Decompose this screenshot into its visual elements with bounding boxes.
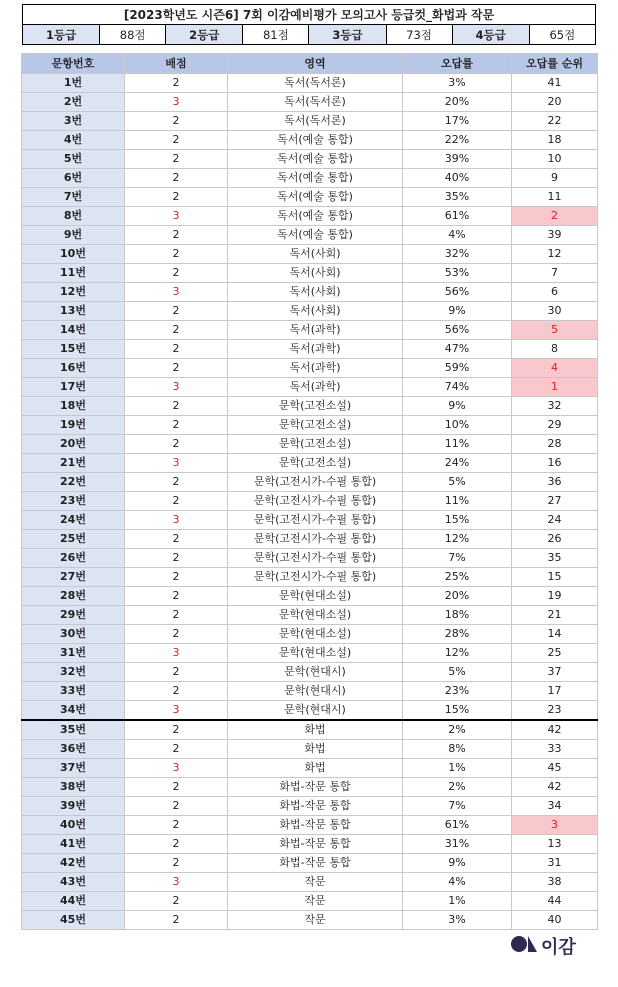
- points-cell: 2: [125, 606, 228, 625]
- error-rank-cell: 40: [512, 911, 598, 930]
- error-rate-cell: 35%: [403, 188, 512, 207]
- error-rank-cell: 39: [512, 226, 598, 245]
- points-cell: 2: [125, 435, 228, 454]
- table-row: [22, 911, 598, 930]
- area-cell: 문학(고전시가-수필 통합): [228, 511, 403, 530]
- error-rank-cell: 12: [512, 245, 598, 264]
- error-rank-cell: 42: [512, 778, 598, 797]
- area-cell: 화법: [228, 720, 403, 740]
- table-row: [22, 701, 598, 721]
- area-cell: 문학(고전시가-수필 통합): [228, 549, 403, 568]
- points-cell: 2: [125, 112, 228, 131]
- error-rate-cell: 56%: [403, 283, 512, 302]
- error-rate-cell: 1%: [403, 892, 512, 911]
- question-number-cell: 7번: [22, 188, 125, 207]
- points-cell: 2: [125, 854, 228, 873]
- error-rate-cell: 28%: [403, 625, 512, 644]
- points-cell: 3: [125, 701, 228, 721]
- table-row: [22, 644, 598, 663]
- question-number-cell: 4번: [22, 131, 125, 150]
- table-row: [22, 150, 598, 169]
- error-rate-cell: 9%: [403, 302, 512, 321]
- error-rank-cell: 8: [512, 340, 598, 359]
- error-rate-cell: 61%: [403, 207, 512, 226]
- table-row: [22, 454, 598, 473]
- error-rate-cell: 12%: [403, 644, 512, 663]
- question-number-cell: 11번: [22, 264, 125, 283]
- area-cell: 화법-작문 통합: [228, 816, 403, 835]
- area-cell: 화법-작문 통합: [228, 835, 403, 854]
- table-header-row: [22, 54, 598, 74]
- error-rank-cell: 10: [512, 150, 598, 169]
- area-cell: 작문: [228, 892, 403, 911]
- table-row: [22, 283, 598, 302]
- points-cell: 2: [125, 911, 228, 930]
- error-rate-cell: 47%: [403, 340, 512, 359]
- table-row: [22, 892, 598, 911]
- error-rank-cell: 35: [512, 549, 598, 568]
- points-cell: 2: [125, 740, 228, 759]
- error-rate-cell: 3%: [403, 74, 512, 93]
- grade-2-label: 2등급: [166, 25, 243, 45]
- col-header-error-rate: 오답률: [403, 54, 512, 74]
- area-cell: 문학(현대소설): [228, 625, 403, 644]
- points-cell: 3: [125, 511, 228, 530]
- error-rate-cell: 40%: [403, 169, 512, 188]
- error-rate-cell: 15%: [403, 701, 512, 721]
- area-cell: 문학(고전시가-수필 통합): [228, 492, 403, 511]
- table-row: [22, 568, 598, 587]
- error-rank-cell: 37: [512, 663, 598, 682]
- error-rate-cell: 5%: [403, 473, 512, 492]
- area-cell: 문학(현대시): [228, 701, 403, 721]
- area-cell: 독서(독서론): [228, 112, 403, 131]
- question-number-cell: 37번: [22, 759, 125, 778]
- question-number-cell: 39번: [22, 797, 125, 816]
- error-rank-cell: 45: [512, 759, 598, 778]
- points-cell: 2: [125, 264, 228, 283]
- area-cell: 화법: [228, 759, 403, 778]
- table-row: [22, 473, 598, 492]
- error-rank-cell: 5: [512, 321, 598, 340]
- question-number-cell: 19번: [22, 416, 125, 435]
- error-rate-cell: 59%: [403, 359, 512, 378]
- points-cell: 2: [125, 188, 228, 207]
- table-row: [22, 207, 598, 226]
- area-cell: 독서(사회): [228, 283, 403, 302]
- question-number-cell: 24번: [22, 511, 125, 530]
- points-cell: 2: [125, 492, 228, 511]
- question-number-cell: 26번: [22, 549, 125, 568]
- points-cell: 3: [125, 759, 228, 778]
- question-number-cell: 21번: [22, 454, 125, 473]
- area-cell: 화법-작문 통합: [228, 854, 403, 873]
- error-rank-cell: 23: [512, 701, 598, 721]
- error-rate-cell: 10%: [403, 416, 512, 435]
- error-rate-cell: 11%: [403, 492, 512, 511]
- points-cell: 2: [125, 321, 228, 340]
- table-row: [22, 245, 598, 264]
- question-number-cell: 1번: [22, 74, 125, 93]
- error-rank-cell: 22: [512, 112, 598, 131]
- question-number-cell: 5번: [22, 150, 125, 169]
- points-cell: 2: [125, 359, 228, 378]
- area-cell: 문학(고전시가-수필 통합): [228, 473, 403, 492]
- error-rate-cell: 56%: [403, 321, 512, 340]
- question-number-cell: 28번: [22, 587, 125, 606]
- error-rate-cell: 9%: [403, 854, 512, 873]
- question-number-cell: 35번: [22, 720, 125, 740]
- col-header-area: 영역: [228, 54, 403, 74]
- area-cell: 독서(사회): [228, 264, 403, 283]
- question-number-cell: 12번: [22, 283, 125, 302]
- question-number-cell: 2번: [22, 93, 125, 112]
- area-cell: 화법: [228, 740, 403, 759]
- table-row: [22, 587, 598, 606]
- error-rank-cell: 14: [512, 625, 598, 644]
- error-rank-cell: 20: [512, 93, 598, 112]
- points-cell: 2: [125, 302, 228, 321]
- question-number-cell: 36번: [22, 740, 125, 759]
- error-rate-cell: 23%: [403, 682, 512, 701]
- area-cell: 독서(예술 통합): [228, 188, 403, 207]
- area-cell: 문학(고전시가-수필 통합): [228, 568, 403, 587]
- table-row: [22, 340, 598, 359]
- error-rank-cell: 3: [512, 816, 598, 835]
- table-row: [22, 93, 598, 112]
- table-row: [22, 873, 598, 892]
- table-row: [22, 131, 598, 150]
- area-cell: 독서(예술 통합): [228, 131, 403, 150]
- points-cell: 3: [125, 283, 228, 302]
- points-cell: 2: [125, 397, 228, 416]
- page-title: [2023학년도 시즌6] 7회 이감예비평가 모의고사 등급컷_화법과 작문: [23, 5, 596, 25]
- table-row: [22, 169, 598, 188]
- area-cell: 문학(현대소설): [228, 587, 403, 606]
- points-cell: 2: [125, 549, 228, 568]
- error-rate-cell: 8%: [403, 740, 512, 759]
- error-rank-cell: 1: [512, 378, 598, 397]
- error-rate-cell: 7%: [403, 549, 512, 568]
- error-rank-cell: 29: [512, 416, 598, 435]
- logo-text: 이감: [541, 937, 576, 958]
- table-row: [22, 682, 598, 701]
- question-number-cell: 3번: [22, 112, 125, 131]
- error-rate-cell: 12%: [403, 530, 512, 549]
- points-cell: 3: [125, 454, 228, 473]
- error-rank-cell: 33: [512, 740, 598, 759]
- grade-cut-row: [23, 25, 596, 45]
- error-rank-cell: 44: [512, 892, 598, 911]
- error-rate-cell: 18%: [403, 606, 512, 625]
- points-cell: 2: [125, 778, 228, 797]
- table-row: [22, 397, 598, 416]
- area-cell: 독서(예술 통합): [228, 226, 403, 245]
- points-cell: 2: [125, 169, 228, 188]
- area-cell: 문학(현대시): [228, 682, 403, 701]
- grade-2-score: 81점: [243, 25, 309, 45]
- question-number-cell: 30번: [22, 625, 125, 644]
- points-cell: 2: [125, 568, 228, 587]
- error-rank-cell: 34: [512, 797, 598, 816]
- table-row: [22, 359, 598, 378]
- area-cell: 화법-작문 통합: [228, 797, 403, 816]
- grade-1-label: 1등급: [23, 25, 100, 45]
- question-number-cell: 25번: [22, 530, 125, 549]
- area-cell: 독서(과학): [228, 340, 403, 359]
- error-rate-cell: 74%: [403, 378, 512, 397]
- table-row: [22, 759, 598, 778]
- error-rate-cell: 39%: [403, 150, 512, 169]
- error-rate-cell: 25%: [403, 568, 512, 587]
- points-cell: 2: [125, 682, 228, 701]
- error-rank-cell: 19: [512, 587, 598, 606]
- question-number-cell: 44번: [22, 892, 125, 911]
- points-cell: 2: [125, 797, 228, 816]
- area-cell: 작문: [228, 873, 403, 892]
- error-rank-cell: 6: [512, 283, 598, 302]
- area-cell: 문학(고전소설): [228, 454, 403, 473]
- question-number-cell: 14번: [22, 321, 125, 340]
- table-row: [22, 112, 598, 131]
- points-cell: 2: [125, 816, 228, 835]
- error-rate-cell: 11%: [403, 435, 512, 454]
- question-number-cell: 43번: [22, 873, 125, 892]
- grade-1-score: 88점: [100, 25, 166, 45]
- area-cell: 문학(현대소설): [228, 644, 403, 663]
- table-row: [22, 226, 598, 245]
- table-row: [22, 321, 598, 340]
- table-row: [22, 264, 598, 283]
- area-cell: 문학(고전소설): [228, 435, 403, 454]
- error-rank-cell: 13: [512, 835, 598, 854]
- error-rank-cell: 36: [512, 473, 598, 492]
- error-rank-cell: 30: [512, 302, 598, 321]
- error-rank-cell: 27: [512, 492, 598, 511]
- question-number-cell: 29번: [22, 606, 125, 625]
- table-row: [22, 625, 598, 644]
- question-stats-table: [21, 53, 598, 930]
- points-cell: 2: [125, 226, 228, 245]
- col-header-error-rank: 오답률 순위: [512, 54, 598, 74]
- points-cell: 2: [125, 720, 228, 740]
- error-rate-cell: 2%: [403, 778, 512, 797]
- area-cell: 문학(고전소설): [228, 397, 403, 416]
- error-rank-cell: 31: [512, 854, 598, 873]
- table-row: [22, 797, 598, 816]
- error-rate-cell: 7%: [403, 797, 512, 816]
- area-cell: 독서(예술 통합): [228, 207, 403, 226]
- area-cell: 문학(현대시): [228, 663, 403, 682]
- error-rate-cell: 24%: [403, 454, 512, 473]
- area-cell: 독서(예술 통합): [228, 169, 403, 188]
- points-cell: 2: [125, 625, 228, 644]
- question-number-cell: 20번: [22, 435, 125, 454]
- area-cell: 독서(예술 통합): [228, 150, 403, 169]
- error-rank-cell: 21: [512, 606, 598, 625]
- question-number-cell: 32번: [22, 663, 125, 682]
- points-cell: 2: [125, 663, 228, 682]
- question-number-cell: 42번: [22, 854, 125, 873]
- error-rate-cell: 17%: [403, 112, 512, 131]
- area-cell: 독서(독서론): [228, 93, 403, 112]
- table-row: [22, 435, 598, 454]
- question-number-cell: 22번: [22, 473, 125, 492]
- points-cell: 2: [125, 835, 228, 854]
- area-cell: 문학(현대소설): [228, 606, 403, 625]
- points-cell: 2: [125, 416, 228, 435]
- error-rate-cell: 1%: [403, 759, 512, 778]
- area-cell: 문학(고전소설): [228, 416, 403, 435]
- error-rank-cell: 42: [512, 720, 598, 740]
- question-number-cell: 8번: [22, 207, 125, 226]
- error-rate-cell: 9%: [403, 397, 512, 416]
- points-cell: 2: [125, 245, 228, 264]
- igam-logo: [511, 933, 601, 957]
- error-rank-cell: 24: [512, 511, 598, 530]
- question-number-cell: 15번: [22, 340, 125, 359]
- table-row: [22, 720, 598, 740]
- error-rank-cell: 26: [512, 530, 598, 549]
- logo-circle-icon: [511, 936, 527, 952]
- area-cell: 독서(사회): [228, 302, 403, 321]
- points-cell: 3: [125, 207, 228, 226]
- question-number-cell: 17번: [22, 378, 125, 397]
- points-cell: 2: [125, 340, 228, 359]
- error-rate-cell: 4%: [403, 226, 512, 245]
- table-row: [22, 302, 598, 321]
- error-rank-cell: 15: [512, 568, 598, 587]
- error-rate-cell: 3%: [403, 911, 512, 930]
- question-number-cell: 33번: [22, 682, 125, 701]
- area-cell: 독서(사회): [228, 245, 403, 264]
- question-number-cell: 40번: [22, 816, 125, 835]
- table-row: [22, 854, 598, 873]
- area-cell: 독서(독서론): [228, 74, 403, 93]
- question-number-cell: 9번: [22, 226, 125, 245]
- error-rate-cell: 2%: [403, 720, 512, 740]
- grade-3-label: 3등급: [309, 25, 386, 45]
- points-cell: 2: [125, 587, 228, 606]
- error-rate-cell: 4%: [403, 873, 512, 892]
- error-rate-cell: 53%: [403, 264, 512, 283]
- table-row: [22, 816, 598, 835]
- question-number-cell: 13번: [22, 302, 125, 321]
- points-cell: 2: [125, 892, 228, 911]
- error-rank-cell: 17: [512, 682, 598, 701]
- points-cell: 3: [125, 93, 228, 112]
- area-cell: 화법-작문 통합: [228, 778, 403, 797]
- table-row: [22, 663, 598, 682]
- error-rate-cell: 61%: [403, 816, 512, 835]
- error-rate-cell: 20%: [403, 587, 512, 606]
- question-number-cell: 34번: [22, 701, 125, 721]
- question-number-cell: 38번: [22, 778, 125, 797]
- table-row: [22, 188, 598, 207]
- points-cell: 3: [125, 873, 228, 892]
- error-rank-cell: 4: [512, 359, 598, 378]
- grade-4-score: 65점: [529, 25, 595, 45]
- question-number-cell: 6번: [22, 169, 125, 188]
- error-rank-cell: 2: [512, 207, 598, 226]
- table-row: [22, 511, 598, 530]
- points-cell: 2: [125, 473, 228, 492]
- question-number-cell: 16번: [22, 359, 125, 378]
- question-number-cell: 18번: [22, 397, 125, 416]
- logo-triangle-icon: [528, 936, 537, 952]
- area-cell: 작문: [228, 911, 403, 930]
- table-row: [22, 835, 598, 854]
- error-rate-cell: 31%: [403, 835, 512, 854]
- error-rank-cell: 16: [512, 454, 598, 473]
- error-rank-cell: 32: [512, 397, 598, 416]
- points-cell: 2: [125, 74, 228, 93]
- area-cell: 독서(과학): [228, 378, 403, 397]
- table-row: [22, 778, 598, 797]
- grade-cut-header: [22, 4, 596, 45]
- error-rank-cell: 41: [512, 74, 598, 93]
- points-cell: 2: [125, 150, 228, 169]
- question-number-cell: 41번: [22, 835, 125, 854]
- col-header-number: 문항번호: [22, 54, 125, 74]
- table-row: [22, 74, 598, 93]
- table-row: [22, 549, 598, 568]
- error-rank-cell: 7: [512, 264, 598, 283]
- area-cell: 문학(고전시가-수필 통합): [228, 530, 403, 549]
- error-rate-cell: 32%: [403, 245, 512, 264]
- col-header-points: 배점: [125, 54, 228, 74]
- question-number-cell: 27번: [22, 568, 125, 587]
- area-cell: 독서(과학): [228, 321, 403, 340]
- error-rank-cell: 38: [512, 873, 598, 892]
- grade-3-score: 73점: [386, 25, 452, 45]
- table-row: [22, 378, 598, 397]
- points-cell: 3: [125, 644, 228, 663]
- grade-4-label: 4등급: [452, 25, 529, 45]
- question-number-cell: 31번: [22, 644, 125, 663]
- table-row: [22, 530, 598, 549]
- error-rank-cell: 11: [512, 188, 598, 207]
- error-rank-cell: 28: [512, 435, 598, 454]
- error-rate-cell: 20%: [403, 93, 512, 112]
- points-cell: 2: [125, 530, 228, 549]
- error-rate-cell: 15%: [403, 511, 512, 530]
- table-row: [22, 492, 598, 511]
- table-row: [22, 416, 598, 435]
- error-rank-cell: 18: [512, 131, 598, 150]
- table-row: [22, 606, 598, 625]
- error-rank-cell: 9: [512, 169, 598, 188]
- error-rate-cell: 22%: [403, 131, 512, 150]
- area-cell: 독서(과학): [228, 359, 403, 378]
- points-cell: 3: [125, 378, 228, 397]
- question-number-cell: 23번: [22, 492, 125, 511]
- question-number-cell: 10번: [22, 245, 125, 264]
- question-number-cell: 45번: [22, 911, 125, 930]
- error-rank-cell: 25: [512, 644, 598, 663]
- error-rate-cell: 5%: [403, 663, 512, 682]
- points-cell: 2: [125, 131, 228, 150]
- table-row: [22, 740, 598, 759]
